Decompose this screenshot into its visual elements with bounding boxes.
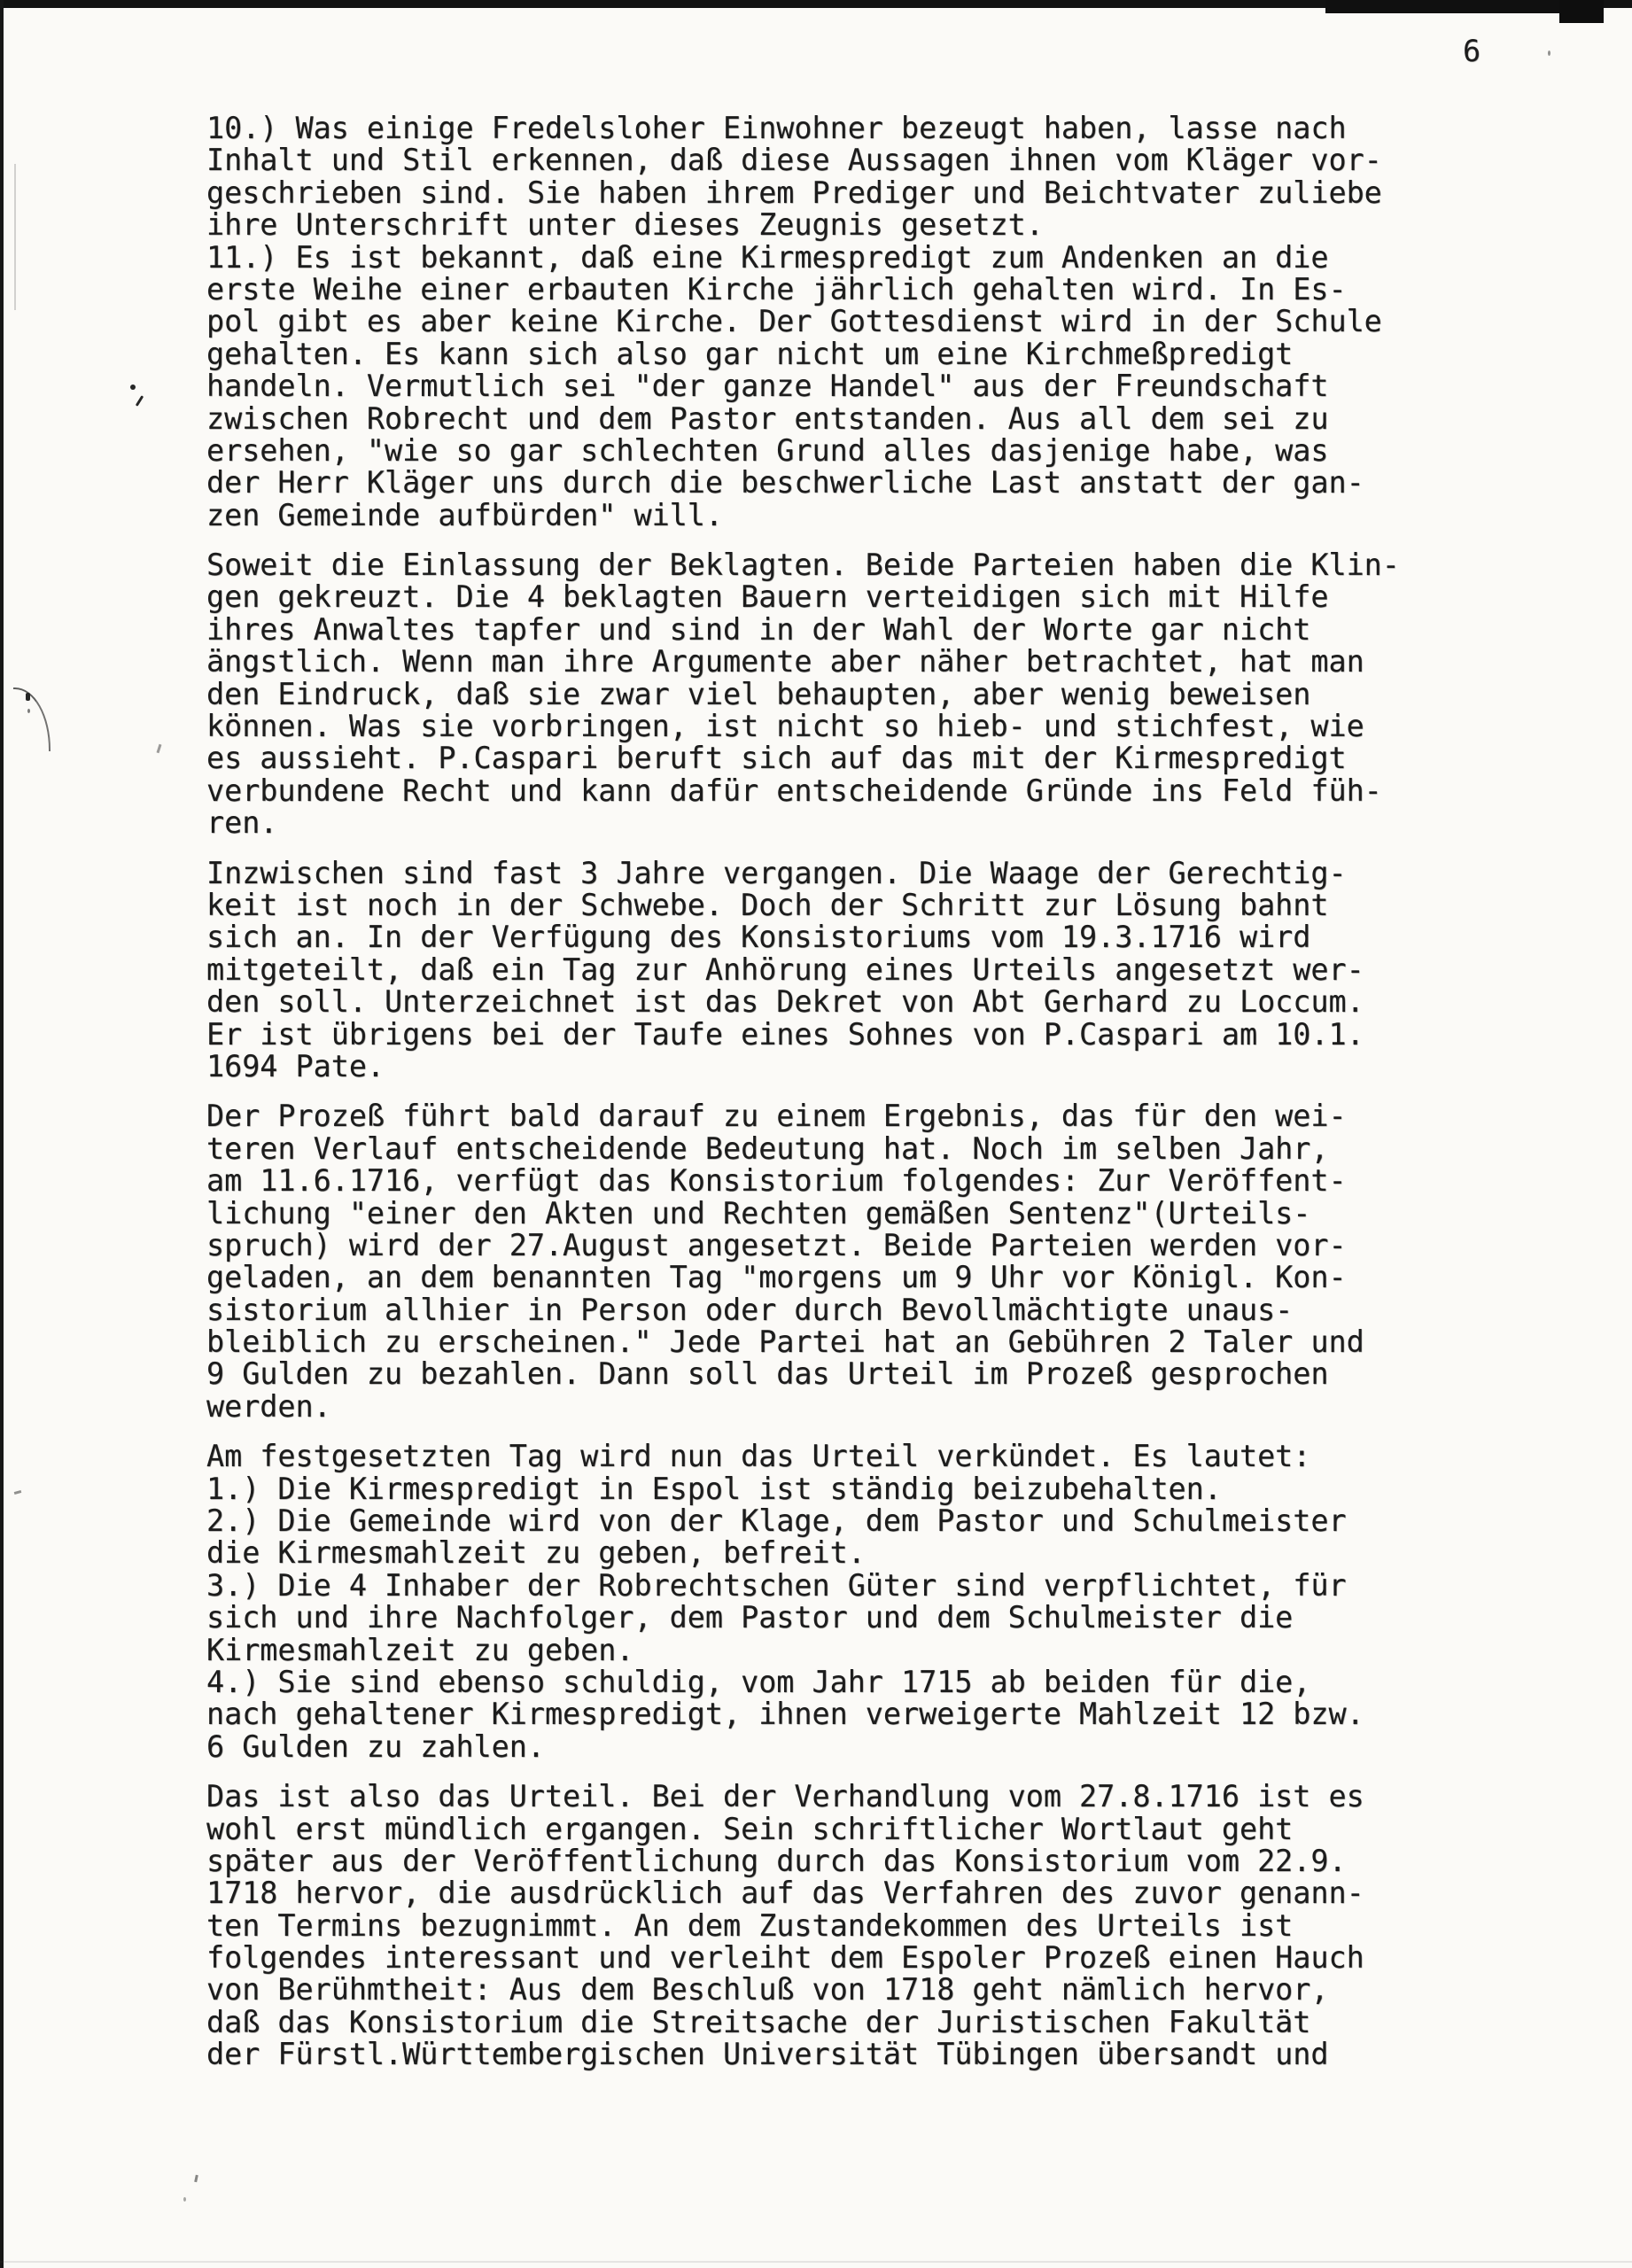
text-line: gen gekreuzt. Die 4 beklagten Bauern verteidigen sich mit Hilfe: [206, 579, 1329, 615]
scan-artifact-top-bar-notch: [1559, 0, 1604, 23]
text-line: geschrieben sind. Sie haben ihrem Prediger und Beichtvater zuliebe: [206, 175, 1382, 210]
text-line: ihre Unterschrift unter dieses Zeugnis gesetzt.: [206, 207, 1044, 243]
text-line: können. Was sie vorbringen, ist nicht so hieb- und stichfest, wie: [206, 709, 1364, 744]
text-line: Der Prozeß führt bald darauf zu einem Ergebnis, das für den wei-: [206, 1099, 1347, 1134]
text-line: sistorium allhier in Person oder durch Bevollmächtigte unaus-: [206, 1292, 1294, 1327]
text-line: folgendes interessant und verleiht dem Espoler Prozeß einen Hauch: [206, 1940, 1364, 1976]
text-line: handeln. Vermutlich sei "der ganze Handel" aus der Freundschaft: [206, 369, 1329, 404]
ink-speck: [26, 693, 30, 701]
text-line: sich an. In der Verfügung des Konsistoriums vom 19.3.1716 wird: [206, 920, 1311, 955]
scan-artifact-bottom-line: [0, 2261, 1632, 2263]
text-line: spruch) wird der 27.August angesetzt. Beide Parteien werden vor-: [206, 1227, 1347, 1262]
ink-speck: [157, 744, 162, 753]
text-line: am 11.6.1716, verfügt das Konsistorium folgendes: Zur Veröffent-: [206, 1163, 1347, 1199]
text-line: ten Termins bezugnimmt. An dem Zustandekommen des Urteils ist: [206, 1907, 1294, 1943]
paragraph: [206, 113, 1447, 532]
text-line: ersehen, "wie so gar schlechten Grund alles dasjenige habe, was: [206, 432, 1329, 468]
text-line: 1694 Pate.: [206, 1048, 385, 1084]
text-line: zwischen Robrecht und dem Pastor entstanden. Aus all dem sei zu: [206, 400, 1329, 436]
text-line: ängstlich. Wenn man ihre Argumente aber näher betrachtet, hat man: [206, 644, 1364, 680]
text-line: 1718 hervor, die ausdrücklich auf das Verfahren des zuvor genann-: [206, 1876, 1364, 1911]
text-line: 9 Gulden zu bezahlen. Dann soll das Urteil im Prozeß gesprochen: [206, 1356, 1329, 1392]
text-line: erste Weihe einer erbauten Kirche jährlich gehalten wird. In Es-: [206, 271, 1347, 307]
text-line: lichung "einer den Akten und Rechten gemäßen Sentenz"(Urteils-: [206, 1195, 1311, 1231]
text-line: Das ist also das Urteil. Bei der Verhandlung vom 27.8.1716 ist es: [206, 1779, 1364, 1814]
text-line: Am festgesetzten Tag wird nun das Urteil verkündet. Es lautet:: [206, 1439, 1311, 1474]
text-line: Inhalt und Stil erkennen, daß diese Aussagen ihnen vom Kläger vor-: [206, 143, 1382, 178]
text-line: ihres Anwaltes tapfer und sind in der Wahl der Worte gar nicht: [206, 611, 1311, 647]
paragraph: [206, 1441, 1447, 1763]
text-line: wohl erst mündlich ergangen. Sein schriftlicher Wortlaut geht: [206, 1811, 1294, 1846]
paragraph: [206, 549, 1447, 840]
ink-speck: [27, 709, 30, 713]
text-line: 2.) Die Gemeinde wird von der Klage, dem Pastor und Schulmeister: [206, 1503, 1347, 1539]
text-line: Soweit die Einlassung der Beklagten. Beide Parteien haben die Klin-: [206, 548, 1400, 583]
paragraph: [206, 1100, 1447, 1423]
text-line: bleiblich zu erscheinen." Jede Partei hat an Gebühren 2 Taler und: [206, 1324, 1364, 1360]
text-line: werden.: [206, 1388, 331, 1424]
text-line: von Berühmtheit: Aus dem Beschluß von 1718 geht nämlich hervor,: [206, 1972, 1329, 2008]
text-line: es aussieht. P.Caspari beruft sich auf das mit der Kirmespredigt: [206, 741, 1347, 776]
text-line: Inzwischen sind fast 3 Jahre vergangen. Die Waage der Gerechtig-: [206, 855, 1347, 890]
text-line: Kirmesmahlzeit zu geben.: [206, 1632, 634, 1667]
ink-speck: [194, 2175, 198, 2182]
text-line: 11.) Es ist bekannt, daß eine Kirmespredigt zum Andenken an die: [206, 239, 1329, 275]
text-line: verbundene Recht und kann dafür entscheidende Gründe ins Feld füh-: [206, 773, 1382, 808]
text-line: 6 Gulden zu zahlen.: [206, 1728, 545, 1764]
scan-artifact-left-edge: [0, 0, 4, 2268]
text-line: geladen, an dem benannten Tag "morgens um 9 Uhr vor Königl. Kon-: [206, 1260, 1347, 1295]
text-line: Er ist übrigens bei der Taufe eines Sohnes von P.Caspari am 10.1.: [206, 1016, 1364, 1052]
scan-hair-artifact: [13, 687, 51, 751]
text-line: daß das Konsistorium die Streitsache der Juristischen Fakultät: [206, 2004, 1311, 2039]
text-line: den Eindruck, daß sie zwar viel behaupten, aber wenig beweisen: [206, 676, 1311, 711]
page-number: 6: [1463, 34, 1481, 68]
text-line: 3.) Die 4 Inhaber der Robrechtschen Güter sind verpflichtet, für: [206, 1567, 1347, 1603]
text-line: teren Verlauf entscheidende Bedeutung hat. Noch im selben Jahr,: [206, 1130, 1329, 1166]
paragraph: [206, 855, 1447, 1084]
text-line: sich und ihre Nachfolger, dem Pastor und dem Schulmeister die: [206, 1600, 1294, 1635]
paragraph: [206, 1781, 1447, 2071]
text-line: mitgeteilt, daß ein Tag zur Anhörung eines Urteils angesetzt wer-: [206, 951, 1364, 987]
text-line: zen Gemeinde aufbürden" will.: [206, 497, 723, 532]
text-line: gehalten. Es kann sich also gar nicht um eine Kirchmeßpredigt: [206, 336, 1294, 371]
ink-speck: [14, 1490, 22, 1495]
ink-speck: [136, 395, 144, 407]
ink-speck: [130, 384, 136, 390]
text-line: die Kirmesmahlzeit zu geben, befreit.: [206, 1535, 866, 1571]
text-line: nach gehaltener Kirmespredigt, ihnen verweigerte Mahlzeit 12 bzw.: [206, 1697, 1364, 1732]
ink-speck: [1548, 50, 1550, 56]
text-line: pol gibt es aber keine Kirche. Der Gottesdienst wird in der Schule: [206, 304, 1382, 339]
ink-speck: [183, 2197, 186, 2202]
document-body-text: [206, 113, 1447, 2089]
text-line: keit ist noch in der Schwebe. Doch der Schritt zur Lösung bahnt: [206, 887, 1329, 922]
text-line: 1.) Die Kirmespredigt in Espol ist ständig beizubehalten.: [206, 1471, 1222, 1506]
text-line: später aus der Veröffentlichung durch das Konsistorium vom 22.9.: [206, 1843, 1347, 1878]
text-line: den soll. Unterzeichnet ist das Dekret von Abt Gerhard zu Loccum.: [206, 984, 1364, 1020]
text-line: der Herr Kläger uns durch die beschwerliche Last anstatt der gan-: [206, 465, 1364, 501]
text-line: der Fürstl.Württembergischen Universität Tübingen übersandt und: [206, 2037, 1329, 2072]
text-line: 10.) Was einige Fredelsloher Einwohner bezeugt haben, lasse nach: [206, 111, 1347, 145]
scan-scratch-mark: [14, 164, 16, 310]
text-line: 4.) Sie sind ebenso schuldig, vom Jahr 1715 ab beiden für die,: [206, 1664, 1311, 1699]
text-line: ren.: [206, 805, 278, 841]
